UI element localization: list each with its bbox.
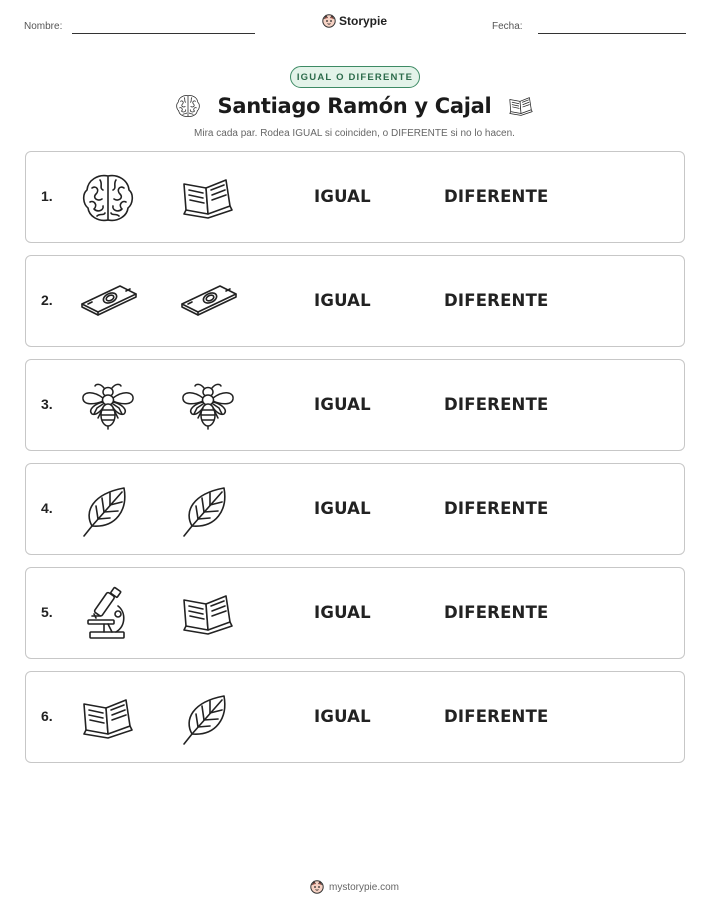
microscope-slide-icon (178, 274, 238, 330)
footer (0, 880, 709, 894)
option-same[interactable]: IGUAL (314, 707, 371, 726)
option-same[interactable]: IGUAL (314, 395, 371, 414)
storypie-mascot-icon (310, 880, 324, 894)
name-label: Nombre: (24, 21, 63, 32)
name-line[interactable] (72, 33, 255, 34)
question-row (25, 359, 685, 451)
title-row (0, 92, 709, 120)
option-same[interactable]: IGUAL (314, 603, 371, 622)
option-different[interactable]: DIFERENTE (444, 291, 549, 310)
option-same[interactable]: IGUAL (314, 187, 371, 206)
worksheet-type-badge: IGUAL O DIFERENTE (290, 66, 420, 88)
option-different[interactable]: DIFERENTE (444, 603, 549, 622)
instructions: Mira cada par. Rodea IGUAL si coinciden, o DIFERENTE si no lo hacen. (194, 128, 515, 139)
question-number: 3. (41, 396, 53, 412)
question-number: 1. (41, 188, 53, 204)
brand-logo (322, 14, 387, 28)
book-icon (78, 690, 138, 746)
question-number: 2. (41, 292, 53, 308)
footer-url: mystorypie.com (328, 881, 399, 893)
question-number: 6. (41, 708, 53, 724)
page-title: Santiago Ramón y Cajal (217, 94, 492, 118)
brand-name: Storypie (339, 14, 388, 28)
leaf-icon (78, 482, 138, 538)
question-row (25, 567, 685, 659)
book-icon (507, 92, 535, 120)
brain-icon (174, 92, 202, 120)
leaf-icon (178, 690, 238, 746)
date-label: Fecha: (492, 21, 523, 32)
brain-icon (78, 170, 138, 226)
bee-icon (78, 378, 138, 434)
option-different[interactable]: DIFERENTE (444, 187, 549, 206)
book-icon (178, 586, 238, 642)
date-line[interactable] (538, 33, 686, 34)
option-different[interactable]: DIFERENTE (444, 499, 549, 518)
microscope-icon (78, 586, 138, 642)
option-different[interactable]: DIFERENTE (444, 395, 549, 414)
book-icon (178, 170, 238, 226)
question-row (25, 151, 685, 243)
leaf-icon (178, 482, 238, 538)
microscope-slide-icon (78, 274, 138, 330)
option-same[interactable]: IGUAL (314, 499, 371, 518)
option-same[interactable]: IGUAL (314, 291, 371, 310)
storypie-mascot-icon (322, 14, 336, 28)
question-row (25, 671, 685, 763)
question-number: 5. (41, 604, 53, 620)
question-row (25, 463, 685, 555)
question-row (25, 255, 685, 347)
question-number: 4. (41, 500, 53, 516)
bee-icon (178, 378, 238, 434)
option-different[interactable]: DIFERENTE (444, 707, 549, 726)
